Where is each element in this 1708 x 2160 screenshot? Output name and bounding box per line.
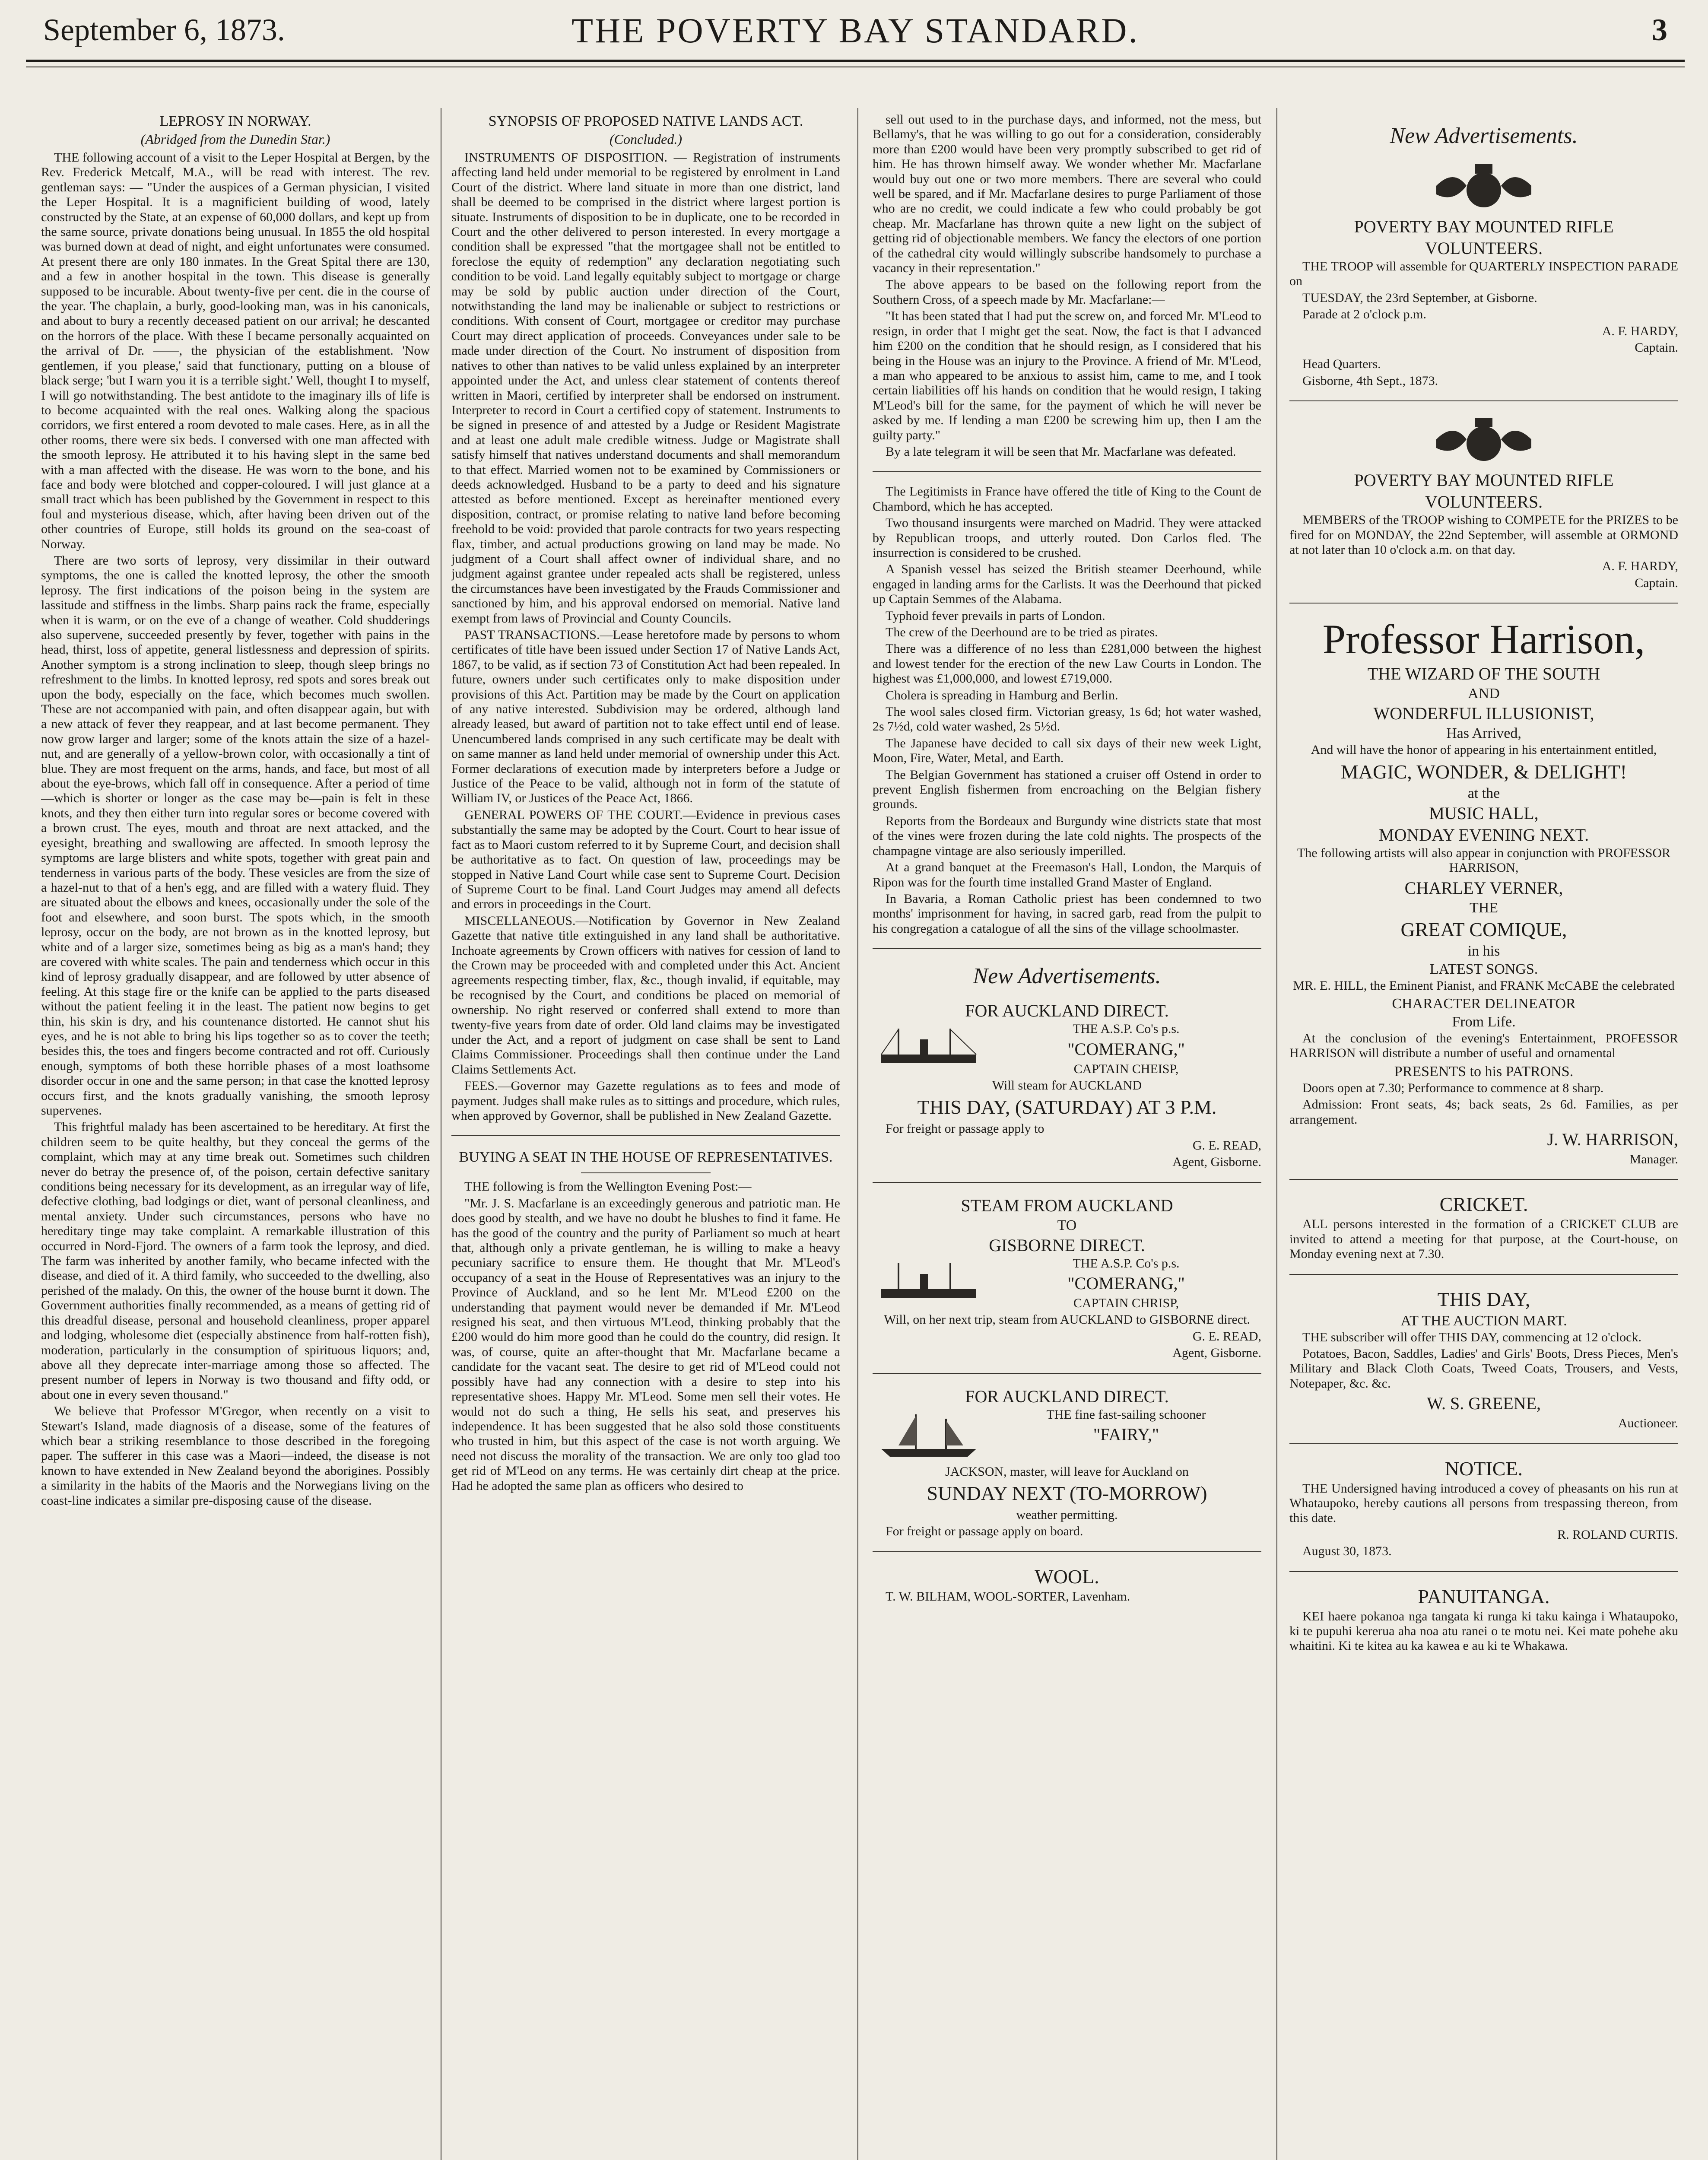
event-date: MONDAY EVENING NEXT. — [1378, 825, 1589, 845]
ad-title: PANUITANGA. — [1418, 1585, 1550, 1607]
ad-line: For freight or passage apply on board. — [886, 1524, 1083, 1539]
column-3 — [873, 112, 1261, 2160]
agent-name: G. E. READ, — [1192, 1329, 1261, 1344]
ad-panuitanga — [1289, 1584, 1678, 1654]
article-paragraph: MISCELLANEOUS.—Notification by Governor in New Zealand Gazette that native title extinguished in any land shall be authoritative. Inchoate agreements by Crown officers with natives for cession of land to the Crown may be proceeded with and completed under this Act. Ancient agreements respecting timber, flax, &c., though invalid, if equitable, may be recognised by the Court, and conditions be placed on memorial of ownership. No right reserved or conferred shall extend to more than twenty-five years from date of order. Old land claims may be investigated under the Act, and a report of judgment on case shall be sent to Land Claims Commissioner. Proceedings shall then continue under the Land Claims Settlements Act. — [451, 913, 840, 1077]
issue-date: September 6, 1873. — [43, 13, 285, 47]
ad-line: THE — [1469, 899, 1498, 916]
article-title-buying-seat: BUYING A SEAT IN THE HOUSE OF REPRESENTATIVES. — [459, 1149, 833, 1166]
ad-divider — [1289, 1179, 1678, 1180]
ad-line: Will, on her next trip, steam from AUCKLAND to GISBORNE direct. — [884, 1312, 1250, 1327]
article-divider — [873, 948, 1261, 949]
ad-line: T. W. BILHAM, WOOL-SORTER, Lavenham. — [886, 1589, 1130, 1604]
news-item: In Bavaria, a Roman Catholic priest has been condemned to two months' imprisonment for having, in sacred garb, read from the pulpit to his congregation a catalogue of all the sins of the village schoolmaster. — [873, 891, 1261, 936]
ad-title: THIS DAY, — [1437, 1288, 1530, 1310]
ad-line: THE A.S.P. Co's p.s. — [1073, 1022, 1180, 1036]
signer-name: A. F. HARDY, — [1602, 324, 1678, 338]
ad-body: MEMBERS of the TROOP wishing to COMPETE for the PRIZES to be fired for on MONDAY, the 22nd September, will assemble at ORMOND at not later than 10 o'clock a.m. on that day. — [1289, 513, 1678, 557]
ad-body: Admission: Front seats, 4s; back seats, 2s 6d. Families, as per arrangement. — [1289, 1097, 1678, 1127]
ad-line: For freight or passage apply to — [886, 1121, 1044, 1136]
article-paragraph: sell out used to in the purchase days, and informed, not the mess, but Bellamy's, that he was willing to go out for a consideration, considerably more than £200 would have been very promptly subscribed to get rid of him. He has thrown himself away. We wonder whether Mr. Macfarlane would buy out one or two more members. There are several who could well be spared, and if Mr. Macfarlane desires to purge Parliament of those who are no credit, we could indicate a few who could probably be got cheap. Mr. Macfarlane has thrown quite a new light on the subject of getting rid of objectionable members. We fancy the electors of one portion of the cathedral city would willingly subscribe handsomely to purchase a vacancy in their representation." — [873, 112, 1261, 276]
ad-line: WONDERFUL ILLUSIONIST, — [1373, 704, 1594, 724]
ad-line: The following artists will also appear in conjunction with PROFESSOR HARRISON, — [1297, 845, 1671, 875]
agent-role: Agent, Gisborne. — [1172, 1346, 1261, 1360]
ad-title: STEAM FROM AUCKLAND — [961, 1195, 1173, 1215]
new-advertisements-heading: New Advertisements. — [973, 964, 1161, 989]
title-rule — [581, 1172, 711, 1173]
ad-ship-name: "FAIRY," — [1093, 1425, 1159, 1444]
ad-title: FOR AUCKLAND DIRECT. — [965, 1386, 1169, 1406]
article-paragraph: GENERAL POWERS OF THE COURT.—Evidence in previous cases substantially the same may be adopted by the Court. Court to hear issue of fact as to Maori custom referred to it by Supreme Court, and decision shall be authoritative as to fact. On question of law, proceedings may be stopped in Native Land Court while case sent to Supreme Court. Decision of Supreme Court to be final. Land Court Judges may amend all defects and errors in proceedings in the Court. — [451, 807, 840, 912]
ad-line: And will have the honor of appearing in his entertainment entitled, — [1311, 743, 1657, 757]
ad-when: THIS DAY, (SATURDAY) AT 3 P.M. — [917, 1096, 1217, 1118]
ad-captain: CAPTAIN CHEISP, — [1073, 1061, 1179, 1076]
ad-auction — [1289, 1287, 1678, 1431]
article-paragraph: There are two sorts of leprosy, very dissimilar in their outward symptoms, the one is called the knotted leprosy, the other the smooth leprosy. The first indications of the poison being in the system are lassitude and stiffness in the limbs. Sharp pains rack the frame, especially when it is warm, or on the eve of a change of weather. Cold shudderings also supervene, succeeded presently by fever, together with pains in the head, thirst, loss of appetite, general listlessness and depression of spirits. Another symptom is a strong inclination to sleep, though sleep brings no refreshment to the limbs. In knotted leprosy, red spots and sores break out upon the body, especially on the face, which becomes much swollen. These are not accompanied with pain, and often disappear again, but with a new attack of fever they reappear, and at last become permanent. They now grow larger and larger; some of the knots attain the size of a hazel-nut, and are generally of a yellow-brown color, with occasionally a tint of blue. They are most frequent on the arms, hands, and face, but most of all about the eye-brows, which fall off in consequence. After a period of time—which is shorter or longer as the case may be—pain is felt in these knots, and they then either turn into regular sores or become covered with a brown crust. The eyes, mouth and throat are next attacked, and the eyesight, breathing and swallowing are affected. In smooth leprosy the symptoms are large blisters and white spots, together with great pain and tenderness in various parts of the body. These vesicles are from the size of a hazel-nut to that of a hen's egg, and are filled with a watery fluid. They are situated about the elbows and knees, occasionally under the sole of the foot and elsewhere, and soon burst. The spots which, in the smooth leprosy, occur on the body, are not brown as in the knotted leprosy, but white and of a larger size, sometimes being as big as a man's hand; they are covered with white scales. The pain and tenderness which occur in this kind of leprosy gradually disappear, and are followed by utter absence of feeling. At this stage fire or the knife can be applied to the parts diseased without the patient feeling it in the least. The patient now begins to get thin, his skin is dry, and his countenance distorted. He cannot shut his eyes, and he is not able to bring his lips together so as to cover the teeth; besides this, the toes and fingers become contracted and rot off. Curiously enough, symptoms of both these horrible phases of a most loathsome disorder occur in one and the same person; in that case the knotted leprosy occurs first, and the knots gradually vanishing, the smooth leprosy supervenes. — [41, 553, 430, 1118]
show-title: MAGIC, WONDER, & DELIGHT! — [1340, 760, 1627, 783]
ad-divider — [873, 1182, 1261, 1183]
article-paragraph: The above appears to be based on the following report from the Southern Cross, of a speech made by Mr. Macfarlane:— — [873, 277, 1261, 307]
ad-title: GISBORNE DIRECT. — [989, 1235, 1145, 1255]
signer-rank: Captain. — [1635, 340, 1678, 355]
ad-rifle-volunteers-prizes — [1289, 413, 1678, 591]
signer-name: A. F. HARDY, — [1602, 559, 1678, 574]
ad-body: Doors open at 7.30; Performance to commence at 8 sharp. — [1302, 1080, 1604, 1095]
ad-line: PRESENTS to his PATRONS. — [1394, 1063, 1574, 1080]
performer-name: Professor Harrison, — [1322, 616, 1645, 663]
ad-body: At the conclusion of the evening's Entertainment, PROFESSOR HARRISON will distribute a number of useful and ornamental — [1289, 1031, 1678, 1061]
ad-title: VOLUNTEERS. — [1425, 238, 1543, 258]
ad-title-to: TO — [1057, 1217, 1077, 1233]
ad-when: SUNDAY NEXT (TO-MORROW) — [927, 1482, 1207, 1504]
ad-rifle-volunteers-inspection — [1289, 160, 1678, 388]
steamship-icon — [873, 1259, 985, 1306]
ad-body: TUESDAY, the 23rd September, at Gisborne. — [1302, 290, 1537, 305]
ad-fairy-schooner — [873, 1386, 1261, 1539]
article-source: (Abridged from the Dunedin Star.) — [140, 131, 330, 147]
ad-divider — [1289, 1274, 1678, 1275]
ad-line: From Life. — [1452, 1013, 1516, 1030]
ad-title: POVERTY BAY MOUNTED RIFLE — [1354, 470, 1614, 490]
ad-wool — [873, 1564, 1261, 1604]
column-divider — [1276, 108, 1277, 2160]
masthead — [26, 3, 1685, 81]
ad-line: THE fine fast-sailing schooner — [1046, 1407, 1206, 1422]
news-item: Typhoid fever prevails in parts of London. — [886, 608, 1105, 623]
royal-crest-icon — [1428, 160, 1540, 212]
ad-captain: CAPTAIN CHRISP, — [1073, 1296, 1179, 1310]
ad-body: ALL persons interested in the formation of a CRICKET CLUB are invited to attend a meeting for that purpose, at the Court-house, on Monday evening next at 7.30. — [1289, 1217, 1678, 1261]
article-divider — [451, 1135, 840, 1136]
ad-title: POVERTY BAY MOUNTED RIFLE — [1354, 217, 1614, 236]
ad-line: at the — [1467, 785, 1500, 801]
news-item: The crew of the Deerhound are to be tried as pirates. — [886, 625, 1158, 639]
article-concluded: (Concluded.) — [610, 131, 682, 147]
ad-line: MR. E. HILL, the Eminent Pianist, and FRANK McCABE the celebrated — [1293, 978, 1675, 993]
column-4 — [1289, 112, 1678, 2160]
ad-line: JACKSON, master, will leave for Auckland on — [945, 1464, 1189, 1479]
article-title-leprosy: LEPROSY IN NORWAY. — [159, 113, 311, 129]
article-paragraph: We believe that Professor M'Gregor, when recently on a visit to Stewart's Island, made diagnosis of a disease, some of the features of which bear a striking resemblance to those described in the foregoing paper. The sufferer in this case was a Maori—indeed, the disease is not known to have extended in New Zealand beyond the aborigines. Possibly a similarity in the habits of the Maoris and the Norwegians living on the coast-line indicates a similar pre-disposing cause of the disease. — [41, 1404, 430, 1508]
ad-auckland-direct — [873, 1000, 1261, 1169]
ad-divider — [1289, 400, 1678, 401]
ad-cricket — [1289, 1192, 1678, 1261]
venue: MUSIC HALL, — [1429, 803, 1539, 823]
ad-line: CHARACTER DELINEATOR — [1392, 995, 1576, 1012]
ad-body: KEI haere pokanoa nga tangata ki runga ki taku kainga i Whataupoko, ki te pupuhi kererua aha noa atu ranei o te motu nei. Kei mate pohehe aku whaitini. Ki te kitea au ka kawea e au ki te Whakawa. — [1289, 1609, 1678, 1653]
ad-title: VOLUNTEERS. — [1425, 492, 1543, 512]
ad-line: Will steam for AUCKLAND — [992, 1078, 1142, 1093]
agent-role: Agent, Gisborne. — [1172, 1155, 1261, 1169]
royal-crest-icon — [1428, 413, 1540, 465]
ad-line: weather permitting. — [1016, 1508, 1118, 1522]
masthead-rule — [26, 60, 1685, 62]
article-paragraph: INSTRUMENTS OF DISPOSITION. — Registration of instruments affecting land held under memorial to be registered by enrolment in Land Court of the district. Where land situate in more than one district, land shall be deemed to be comprised in the district where largest portion is situate. Instruments of disposition to be in duplicate, one to be recorded in Court and the other delivered to person interested. In every mortgage a condition shall be expressed "that the mortgagee shall not be entitled to foreclose the equity of redemption" any declaration negotiating such condition to be void. Land legally equitably subject to mortgage or charge may be sold by public auction under direction of the Court, notwithstanding the land may be inalienable or subject to restrictions or conditions. With consent of Court, mortgagee or creditor may purchase Court may direct application of proceeds. Conveyances under sale to be made under direction of the Court. No instrument of disposition from natives to other than natives to be valid unless explained by an interpreter appointed under the Act, and unless clear statement of contents thereof written in Maori, certified by interpreter shall be endorsed on instrument. Interpreter to record in Court a certified copy of statement. Instruments to be signed in presence of and attested by a Judge or Resident Magistrate and at least one adult male credible witness. Judge or Magistrate shall satisfy himself that natives understand documents and shall memorandum to that effect. Married women not to be examined by Commissioners or deeds acknowledged. Husband to be a party to deed and his signature attested as before mentioned. Except as hereinafter mentioned every disposition, contract, or promise relating to native land before becoming freehold to be void: provided that parole contracts for two years respecting flax, timber, and actual productions growing on land may be made. No judgment of a Court shall affect owner of individual share, and no judgment against grantee under repealed acts shall be registered, unless the circumstances have been investigated by the Frauds Commissioner and sanctioned by him, and his approval endorsed on memorial. Native land exempt from laws of Provincial and County Councils. — [451, 150, 840, 626]
ad-body: Potatoes, Bacon, Saddles, Ladies' and Girls' Boots, Dress Pieces, Men's Military and Black Cloth Coats, Tweed Coats, Trousers, and Vests, Notepaper, &c. &c. — [1289, 1346, 1678, 1391]
ad-body: Head Quarters. — [1302, 357, 1381, 372]
article-paragraph: By a late telegram it will be seen that Mr. Macfarlane was defeated. — [886, 444, 1236, 459]
article-divider — [873, 471, 1261, 472]
article-title-lands-act: SYNOPSIS OF PROPOSED NATIVE LANDS ACT. — [488, 113, 803, 129]
column-2 — [451, 112, 840, 2160]
article-paragraph: "It has been stated that I had put the screw on, and forced Mr. M'Leod to resign, in order that I might get the seat. Now, the fact is that I advanced him £200 on the condition that he should resign, as I considered that his being in the House was an injury to the Province. A friend of Mr. M'Leod, a man who appeared to be anxious to assist him, came to me, and I took certain liabilities off his hands on condition that he would resign, I taking M'Leod's bill for the same, for the payment of which he will never be asked by me. If lending a man £200 be screwing him up, then I am the guilty party." — [873, 309, 1261, 442]
ad-ship-name: "COMERANG," — [1067, 1273, 1185, 1293]
ad-line: THE A.S.P. Co's p.s. — [1073, 1256, 1180, 1271]
ad-divider — [1289, 1571, 1678, 1572]
news-item: At a grand banquet at the Freemason's Hall, London, the Marquis of Ripon was for the fourth time installed Grand Master of England. — [873, 860, 1261, 889]
ad-line: AND — [1468, 686, 1500, 702]
ad-line: GREAT COMIQUE, — [1400, 918, 1567, 940]
ad-divider — [873, 1373, 1261, 1374]
ad-divider — [873, 1551, 1261, 1552]
ad-line: LATEST SONGS. — [1429, 961, 1538, 977]
news-item: Reports from the Bordeaux and Burgundy wine districts state that most of the vines were frozen during the late cold nights. The prospects of the champagne vintage are also seriously imperilled. — [873, 813, 1261, 858]
agent-name: G. E. READ, — [1192, 1138, 1261, 1153]
auctioneer-name: W. S. GREENE, — [1426, 1394, 1541, 1414]
news-item: The Legitimists in France have offered the title of King to the Count de Chambord, which he has accepted. — [873, 484, 1261, 514]
ad-notice — [1289, 1456, 1678, 1559]
ad-title: FOR AUCKLAND DIRECT. — [965, 1001, 1169, 1021]
ad-line: Has Arrived, — [1446, 725, 1521, 742]
ad-subtitle: AT THE AUCTION MART. — [1400, 1312, 1567, 1329]
ad-body: THE Undersigned having introduced a covey of pheasants on his run at Whataupoko, hereby cautions all persons from trespassing thereon, from this date. — [1289, 1481, 1678, 1525]
manager-name: J. W. HARRISON, — [1547, 1129, 1678, 1149]
ad-line: THE WIZARD OF THE SOUTH — [1367, 664, 1600, 684]
ad-title: NOTICE. — [1444, 1457, 1523, 1480]
column-1 — [41, 112, 430, 2160]
article-paragraph: THE following account of a visit to the Leper Hospital at Bergen, by the Rev. Frederick Metcalf, M.A., will be read with interest. The rev. gentleman says: — "Under the auspices of a German physician, I visited the Leper Hospital. It is a magnificient building of wood, lately constructed by the State, at an expense of 60,000 dollars, and kept up from the same source, private donations being unusual. In 1855 the old hospital was burned down at dead of night, and eight unfortunates were consumed. At present there are only 180 inmates. In the Great Spital there are 130, and a few in another hospital in the town. This disease is generally supposed to be incurable. About twenty-five per cent. die in the course of the year. The chaplain, a burly, good-looking man, was in his canonicals, and about to bury a recently deceased patient on our arrival; he descanted on the horrors of the place. With these I became personally acquainted on the arrival of Dr. ——, the physician of the establishment. 'Now gentlemen, if you please,' said that functionary, putting on a blouse of black serge; 'but I warn you it is a terrible sight.' Well, thought I to myself, I will go notwithstanding. The best antidote to the imaginary ills of life is to become acquainted with the real ones. Walking along the spacious corridors, we first entered a room devoted to male cases. Here, as in all the other rooms, there were six beds. I conversed with one man affected with the smooth leprosy. He attributed it to his having slept in the same bed with a man affected with the disease. He was worn to the bone, and his face and body were blotched and copper-coloured. I will just glance at a small tract which has been published by the Government in respect to this foul and mysterious disease, which, after having been driven out of the other countries of Europe, still holds its ground on the sea-coast of Norway. — [41, 150, 430, 551]
news-item: Two thousand insurgents were marched on Madrid. They were attacked by Republican troops, and utterly routed. Don Carlos fled. The insurrection is considered to be crushed. — [873, 516, 1261, 560]
ad-ship-name: "COMERANG," — [1067, 1039, 1185, 1059]
steamship-icon — [873, 1024, 985, 1072]
article-paragraph: FEES.—Governor may Gazette regulations as to fees and mode of payment. Judges shall make rules as to sittings and procedure, which rules, when approved by Governor, shall be published in New Zealand Gazette. — [451, 1079, 840, 1123]
manager-role: Manager. — [1629, 1152, 1678, 1166]
article-paragraph: PAST TRANSACTIONS.—Lease heretofore made by persons to whom certificates of title have been issued under Section 17 of Native Lands Act, 1867, to be valid, as if section 73 of Constitution Act had been repealed. In future, owners under such certificates only to make disposition under provisions of this Act. Partition may be made by the Court on application of any native interested. Subdivision may be ordered, although land already leased, but award of partition not to take effect until end of lease. Unencumbered lands comprised in any such certificate may be dealt with on same manner as land held under memorial of ownership under this Act. Former declarations of execution made by interpreters before a Judge or Justice of the Peace to be valid, although not in form of the statute of William IV, or Justices of the Peace Act, 1866. — [451, 628, 840, 806]
signer-name: R. ROLAND CURTIS. — [1557, 1527, 1678, 1542]
article-paragraph: "Mr. J. S. Macfarlane is an exceedingly generous and patriotic man. He does good by stealth, and we have no doubt he blushes to find it fame. He has the good of the country and the purity of Parliament so much at heart that, although only a private gentleman, he is willing to make a heavy pecuniary sacrifice to ensure them. He thought that Mr. M'Leod's occupancy of a seat in the House of Representatives was an injury to the Province of Auckland, and so he lent Mr. M'Leod £200 on the understanding that payment would never be demanded if Mr. M'Leod resigned his seat, and then virtuous M'Leod, thinking probably that the £200 would do him more good than he could do the country, did resign. It was, of course, quite an after-thought that Mr. Macfarlane became a candidate for the vacant seat. The desire to get rid of M'Leod could not possibly have had any connection with a desire to step into his representative shoes. Happy Mr. M'Leod. Some men sell their votes. He would not do such a thing, He sells his seat, and preserves his independence. It has been suggested that he also sold those constituents who trusted in him, but this aspect of the case is not worth arguing. We need not discuss the morality of the transaction. We are only too glad too get rid of M'Leod on any terms. He was certainly dirt cheap at the price. Had he adopted the same plan as officers who desired to — [451, 1196, 840, 1493]
ad-body: Parade at 2 o'clock p.m. — [1302, 307, 1426, 322]
paper-title: THE POVERTY BAY STANDARD. — [571, 11, 1140, 50]
ad-line: in his — [1467, 943, 1500, 959]
news-item: The Belgian Government has stationed a cruiser off Ostend in order to prevent English fishermen from encroaching on the Belgian fishery grounds. — [873, 767, 1261, 812]
ad-date: August 30, 1873. — [1302, 1544, 1392, 1559]
ad-professor-harrison — [1289, 616, 1678, 1167]
ad-body: THE TROOP will assemble for QUARTERLY INSPECTION PARADE on — [1289, 259, 1678, 289]
news-item: The wool sales closed firm. Victorian greasy, 1s 6d; hot water washed, 2s 7½d, cold water washed, 2s 5½d. — [873, 705, 1261, 734]
column-divider — [857, 108, 858, 2160]
ad-divider — [1289, 603, 1678, 604]
ad-body: THE subscriber will offer THIS DAY, commencing at 12 o'clock. — [1302, 1330, 1641, 1344]
article-paragraph: This frightful malady has been ascertained to be hereditary. At first the children seem to be quite healthy, but they conceal the germs of the complaint, which may at any time break out. Sometimes such children never do betray the presence of, of the poison, certain defective sanitary conditions being necessary for its development, as an irregular way of life, defective clothing, bad lodgings or diet, want of personal cleanliness, and mental anxiety. Under such circumstances, persons who have no hereditary tinge may take complaint. A remarkable illustration of this occurred in Nord-Fjord. The owners of a farm took the leprosy, and died. The farm was inherited by another family, who became infected with the disease, and died of it. A third family, who succeeded to the dwelling, also perished of the malady. On this, the owner of the house burnt it down. The Government authorities finally recommended, as a means of getting rid of this dreadful disease, personal and household cleanliness, proper apparel and lodging, wholesome diet (especially abstinence from half-rotten fish), moderation, particularly in the consumption of spirituous liquors; and, above all they deprecate inter-marriage among those so affected. The present number of lepers in Norway is two thousand and fifty odd, or about one in every seven thousand." — [41, 1120, 430, 1402]
ad-body: Gisborne, 4th Sept., 1873. — [1302, 373, 1438, 388]
news-item: Cholera is spreading in Hamburg and Berlin. — [886, 688, 1118, 702]
ad-divider — [1289, 1443, 1678, 1444]
news-item: A Spanish vessel has seized the British steamer Deerhound, while engaged in landing arms for the Carlists. It was the Deerhound that picked up Captain Semmes of the Alabama. — [873, 562, 1261, 607]
ad-title: WOOL. — [1035, 1565, 1099, 1588]
news-item: There was a difference of no less than £281,000 between the highest and lowest tender for the erection of the new Law Courts in London. The highest was £1,000,000, and lowest £719,000. — [873, 642, 1261, 686]
article-paragraph: THE following is from the Wellington Evening Post:— — [464, 1179, 752, 1194]
page-number: 3 — [1652, 13, 1667, 47]
signer-rank: Captain. — [1635, 575, 1678, 590]
performer-name: CHARLEY VERNER, — [1404, 878, 1563, 898]
news-item: The Japanese have decided to call six days of their new week Light, Moon, Fire, Water, Metal, and Earth. — [873, 736, 1261, 766]
sailing-ship-icon — [873, 1410, 985, 1462]
auctioneer-role: Auctioneer. — [1618, 1416, 1678, 1431]
ad-title: CRICKET. — [1439, 1193, 1528, 1216]
new-advertisements-heading: New Advertisements. — [1390, 124, 1578, 148]
ad-steam-from-auckland — [873, 1195, 1261, 1361]
